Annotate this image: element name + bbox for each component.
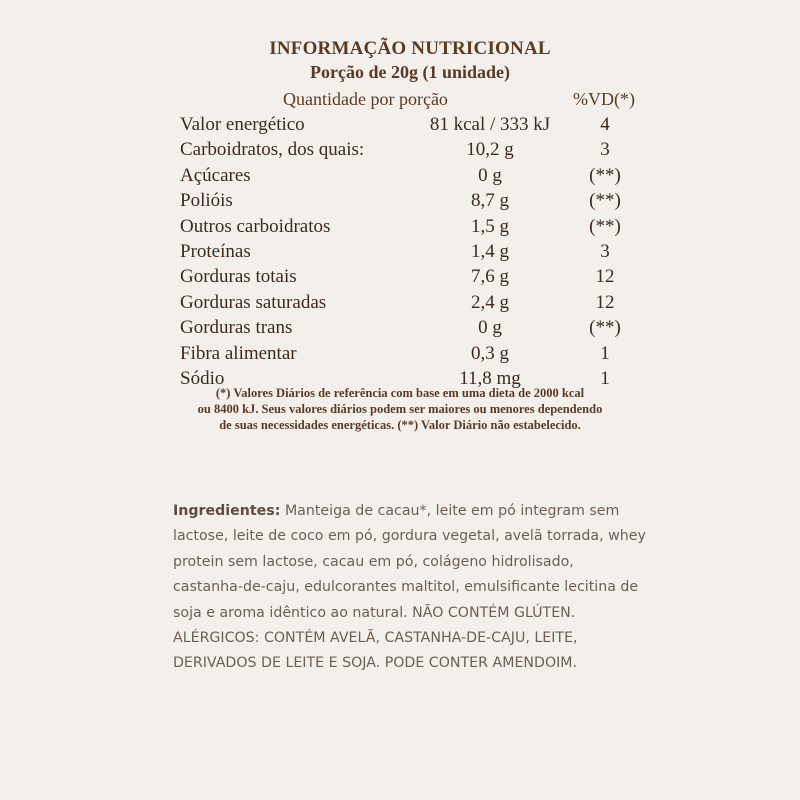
nutrition-footnote [0, 385, 800, 433]
nutrition-row [0, 241, 800, 266]
nutrition-row [0, 317, 800, 342]
ingredients-label: Ingredientes: [173, 503, 281, 519]
nutrient-vd: 3 [600, 241, 610, 262]
nutrient-vd: 3 [600, 139, 610, 161]
nutrient-quantity: 1,5 g [471, 215, 509, 237]
nutrition-row [0, 292, 800, 317]
nutrient-quantity: 1,4 g [471, 241, 509, 262]
nutrient-vd: (**) [589, 317, 621, 339]
nutrition-row [0, 165, 800, 190]
nutrient-vd: 12 [595, 266, 615, 288]
nutrient-name: Gorduras trans [180, 317, 293, 339]
nutrient-quantity: 11,8 mg [459, 368, 521, 389]
nutrient-name: Sódio [180, 368, 225, 389]
quantity-column-header: Quantidade por porção [283, 89, 448, 109]
nutrient-vd: (**) [589, 215, 621, 237]
nutrient-quantity: 10,2 g [466, 139, 514, 161]
nutrition-row [0, 343, 800, 368]
ingredients-text: Manteiga de cacau*, leite em pó integram sem lactose, leite de coco em pó, gordura vegetal, avelã torrada, whey protein sem lactose, cacau em pó, colágeno hidrolisado, castanha-de-caju, edulcorantes maltitol, emulsificante lecitina de soja e aroma idêntico ao natural. NÃO CONTÉM GLÚTEN. ALÉRGICOS: CONTÉM AVELÃ, CASTANHA-DE-CAJU, LEITE, DERIVADOS DE LEITE E SOJA. PODE CONTER AMENDOIM. [173, 503, 646, 672]
nutrient-name: Polióis [180, 190, 233, 212]
nutrition-row [0, 114, 800, 139]
ingredients-block [173, 499, 648, 677]
nutrient-name: Valor energético [180, 114, 305, 135]
nutrient-vd: 4 [600, 114, 610, 135]
nutrient-quantity: 7,6 g [471, 266, 509, 288]
nutrition-row [0, 190, 800, 215]
nutrient-quantity: 2,4 g [471, 291, 509, 313]
footnote-line: de suas necessidades energéticas. (**) Valor Diário não estabelecido. [219, 418, 581, 432]
nutrition-row [0, 216, 800, 241]
nutrient-quantity: 8,7 g [471, 190, 509, 212]
nutrient-name: Outros carboidratos [180, 215, 331, 237]
nutrient-name: Gorduras saturadas [180, 291, 327, 313]
serving-size: Porção de 20g (1 unidade) [310, 62, 510, 82]
nutrient-vd: 12 [595, 291, 615, 313]
nutrition-row [0, 139, 800, 164]
nutrient-vd: (**) [589, 164, 621, 186]
nutrient-name: Gorduras totais [180, 266, 297, 288]
nutrition-title: INFORMAÇÃO NUTRICIONAL [269, 38, 551, 59]
nutrient-quantity: 0,3 g [471, 342, 509, 364]
nutrient-quantity: 0 g [478, 164, 502, 186]
nutrient-quantity: 81 kcal / 333 kJ [429, 114, 551, 135]
nutrient-vd: (**) [589, 190, 621, 212]
footnote-line: ou 8400 kJ. Seus valores diários podem ser maiores ou menores dependendo [197, 402, 603, 416]
nutrient-name: Carboidratos, dos quais: [180, 139, 365, 161]
vd-column-header: %VD(*) [573, 89, 635, 109]
nutrient-name: Proteínas [180, 241, 251, 262]
nutrient-name: Açúcares [180, 164, 251, 186]
nutrient-vd: 1 [600, 368, 610, 389]
nutrient-quantity: 0 g [478, 317, 502, 339]
nutrition-row [0, 266, 800, 291]
nutrient-name: Fibra alimentar [180, 342, 297, 364]
nutrient-vd: 1 [600, 342, 610, 364]
footnote-line: (*) Valores Diários de referência com base em uma dieta de 2000 kcal [215, 386, 585, 400]
